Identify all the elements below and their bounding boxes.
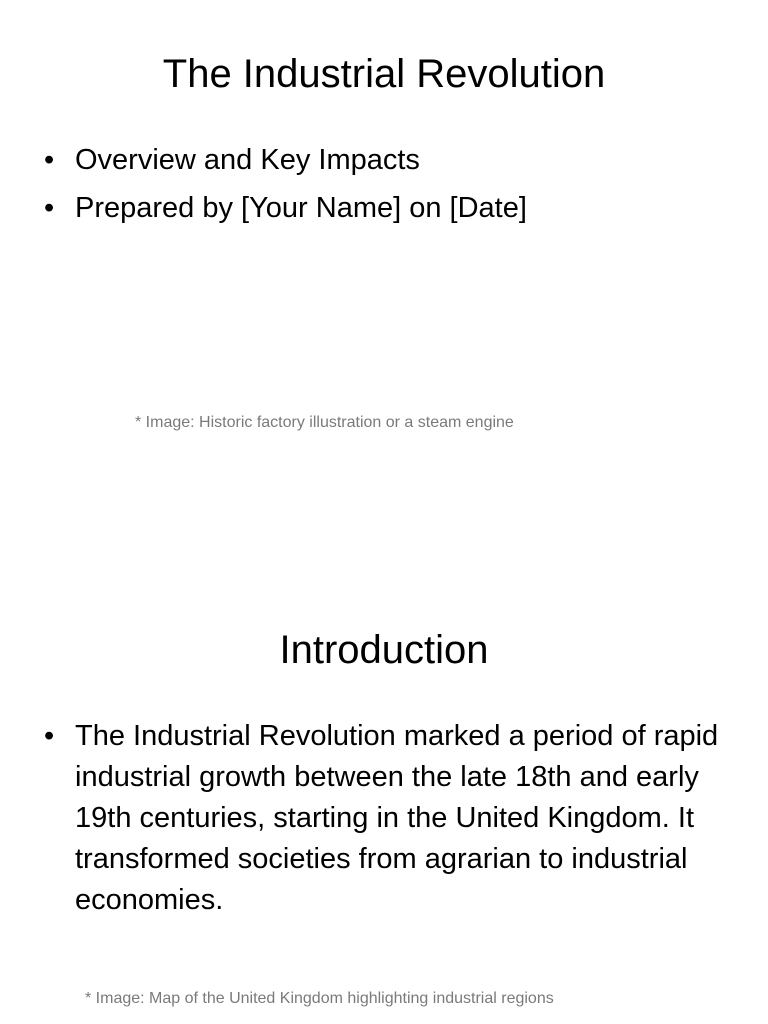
bullet-item <box>44 188 728 229</box>
bullet-text: Prepared by [Your Name] on [Date] <box>75 192 527 224</box>
bullet-text: The Industrial Revolution marked a period of rapid industrial growth between the late 18th and early 19th centuries, starting in the United Kingdom. It transformed societies from agrarian to industrial economies. <box>75 720 719 916</box>
slide-1 <box>0 0 768 460</box>
bullet-list <box>44 140 728 236</box>
bullet-item <box>44 716 728 921</box>
image-placeholder-note: * Image: Map of the United Kingdom highlighting industrial regions <box>85 990 554 1007</box>
slide-title: The Industrial Revolution <box>162 52 606 96</box>
bullet-item <box>44 140 728 181</box>
bullet-icon: • <box>44 144 55 176</box>
slide-title: Introduction <box>279 628 489 672</box>
bullet-icon: • <box>44 192 55 224</box>
slide-2 <box>0 576 768 1024</box>
bullet-icon: • <box>44 720 55 752</box>
image-placeholder-note: * Image: Historic factory illustration or a steam engine <box>135 414 514 431</box>
bullet-text: Overview and Key Impacts <box>75 144 420 176</box>
bullet-list <box>44 716 728 928</box>
